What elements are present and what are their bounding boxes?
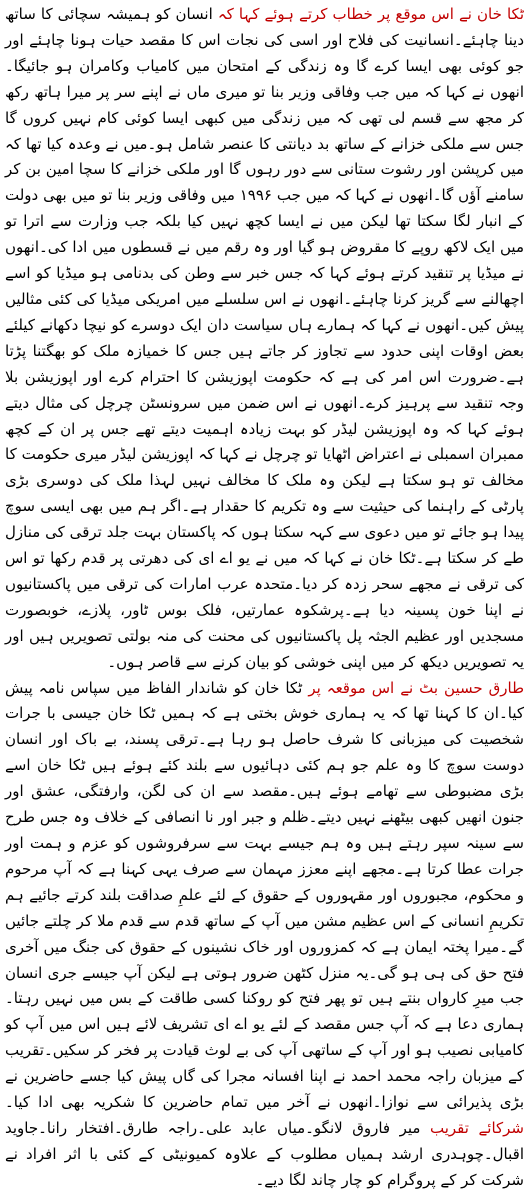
participants-text: میر فاروق لانگو۔میاں عابد علی۔راجہ طارق۔افتخار رانا۔جاوید اقبال۔چوہدری ارشد ہمیاں مطلوب کے علاوہ کمیونیٹی کے کئی با اثر افراد نے شرکت کر کے پروگرام کو چار چاند لگا دیے۔ [5,1118,524,1189]
speaker-highlight: ٹکا خان نے اس موقع پر خطاب کرتے ہوئے کہا کہ [217,5,524,23]
article-paragraph-1 [5,2,524,676]
paragraph-text: ٹکا خان کو شاندار الفاظ میں سپاس نامہ پیش کیا۔ان کا کہنا تھا کہ یہ ہماری خوش بختی ہے کہ ہمیں ٹکا خان جیسی با جرات شخصیت کی میزبانی کا شرف حاصل ہو رہا ہے۔ترقی پسند، بے باک اور انسان دوست سوچ کا وہ علم جو ہم کئی دہائیوں سے بلند کئے ہوئے ہیں ٹکا خان اسے بڑی مضبوطی سے تھامے ہوئے ہیں۔مقصد سے ان کی لگن، وارفتگی، عشق اور جنون انھیں کبھی بیٹھنے نہیں دیتے۔ظلم و جبر اور نا انصافی کے خلاف وہ جس طرح سے سینہ سپر رہتے ہیں وہ ہم جیسے بہت سے سرفروشوں کو عزم و ہمت اور جرات عطا کرتا ہے۔مجھے اپنے معزز مہمان سے صرف یہی کہنا ہے کہ آپ مرحوم و محکوم، مجبوروں اور مقہوروں کے حقوق کے لئے علمِ صداقت بلند کرتے جائیے ہم تکریمِ انسانی کے اس عظیم مشن میں آپ کے ساتھ قدم سے قدم ملا کر چلتے جائیں گے۔میرا پختہ ایمان ہے کہ کمزوروں اور خاک نشینوں کے حقوق کی جنگ میں آخری فتح حق کی ہی ہو گی۔یہ منزل کٹھن ضرور ہوتی ہے لیکن آپ جیسے جری انسان جب میرِ کارواں بنتے ہیں تو پھر فتح کو روکنا کسی طاقت کے بس میں نہیں رہتا۔ہماری دعا ہے کہ آپ جس مقصد کے لئے یو اے ای تشریف لائے ہیں اس میں آپ کو کامیابی نصیب ہو اور آپ کے ساتھی آپ کی بے لوث قیادت پر فخر کر سکیں۔تقریب کے میزبان راجہ محمد احمد نے اپنا افسانہ مجرا کی گاں پیش کیا جسے حاضرین نے بڑی پذیرائی سے نوازا۔انھوں نے آخر میں تمام حاضرین کا شکریہ بھی ادا کیا۔ [5,678,524,1112]
paragraph-text: انسان کو ہمیشہ سچائی کا ساتھ دینا چاہئے۔انسانیت کی فلاح اور اسی کی نجات اس کا مقصد حیات ہونا چاہئے اور جو کوئی بھی ایسا کرے گا وہ زندگی کے امتحان میں کامیاب وکامران ہو جائیگا۔انھوں نے کہا کہ میں جب وفاقی وزیر بنا تو میری ماں نے اپنے سر پر میرا ہاتھ رکھ کر مجھ سے قسم لی تھی کہ میں زندگی میں کبھی ایسا کوئی کام نہیں کروں گا جس سے ملکی خزانے کے ساتھ بد دیانتی کا عنصر شامل ہو۔میں نے وعدہ کیا تھا کہ میں کرپشن اور رشوت ستانی سے دور رہوں گا اور ملکی خزانے کا سچا امین بن کر سامنے آؤں گا۔انھوں نے کہا کہ میں جب ۱۹۹۶ میں وفاقی وزیر بنا تو میں بھی دولت کے انبار لگا سکتا تھا لیکن میں نے ایسا کچھ نہیں کیا بلکہ جب وزارت سے اترا تو میں ایک لاکھ روپے کا مقروض ہو گیا اور وہ رقم میں نے قسطوں میں ادا کی۔انھوں نے میڈیا پر تنقید کرتے ہوئے کہا کہ جس خبر سے وطن کی بدنامی ہو میڈیا کو اسے اچھالنے سے گریز کرنا چاہئے۔انھوں نے اس سلسلے میں امریکی میڈیا کی کئی مثالیں پیش کیں۔انھوں نے کہا کہ ہمارے ہاں سیاست دان ایک دوسرے کو نیچا دکھانے کیلئے بعض اوقات اپنی حدود سے تجاوز کر جاتے ہیں جس کا خمیازہ ملک کو بھگتنا پڑتا ہے۔ضرورت اس امر کی ہے کہ حکومت اپوزیشن کا احترام کرے اور اپوزیشن بلا وجہ تنقید سے پرہیز کرے۔انھوں نے اس ضمن میں سرونسٹن چرچل کی مثال دیتے ہوئے کہا کہ وہ اپوزیشن لیڈر کو بہت زیادہ اہمیت دیتے تھے جس پر ان کے کچھ ممبران اسمبلی نے اعتراض اٹھایا تو چرچل نے کہا کہ اپوزیشن لیڈر میری حکومت کا مخالف تو ہو سکتا ہے لیکن وہ ملک کا مخالف نہیں لہذا ملک کی دوسری بڑی پارٹی کے راہنما کی حیثیت سے وہ تکریم کا حقدار ہے۔اگر ہم میں بھی ایسی سوچ پیدا ہو جائے تو میں دعوی سے کہہ سکتا ہوں کہ پاکستان بہت جلد ترقی کی منازل طے کر سکتا ہے۔ٹکا خان نے کہا کہ میں نے یو اے ای کی دھرتی پر قدم رکھا تو اس کی ترقی نے مجھے سحر زدہ کر دیا۔متحدہ عرب امارات کی ترقی میں پاکستانیوں نے اپنا خون پسینہ دیا ہے۔پرشکوہ عمارتیں، فلک بوس ٹاور، پلازے، خوبصورت مسجدیں اور عظیم الجثہ پل پاکستانیوں کی محنت کی منہ بولتی تصویریں ہیں اور یہ تصویریں دیکھ کر میں اپنی خوشی کو بیان کرنے سے قاصر ہوں۔ [5,5,524,671]
article-paragraph-2 [5,676,524,1194]
participants-heading: شرکائے تقریب [430,1118,524,1137]
speaker-highlight: طارق حسین بٹ نے اس موقعہ پر [308,678,525,697]
